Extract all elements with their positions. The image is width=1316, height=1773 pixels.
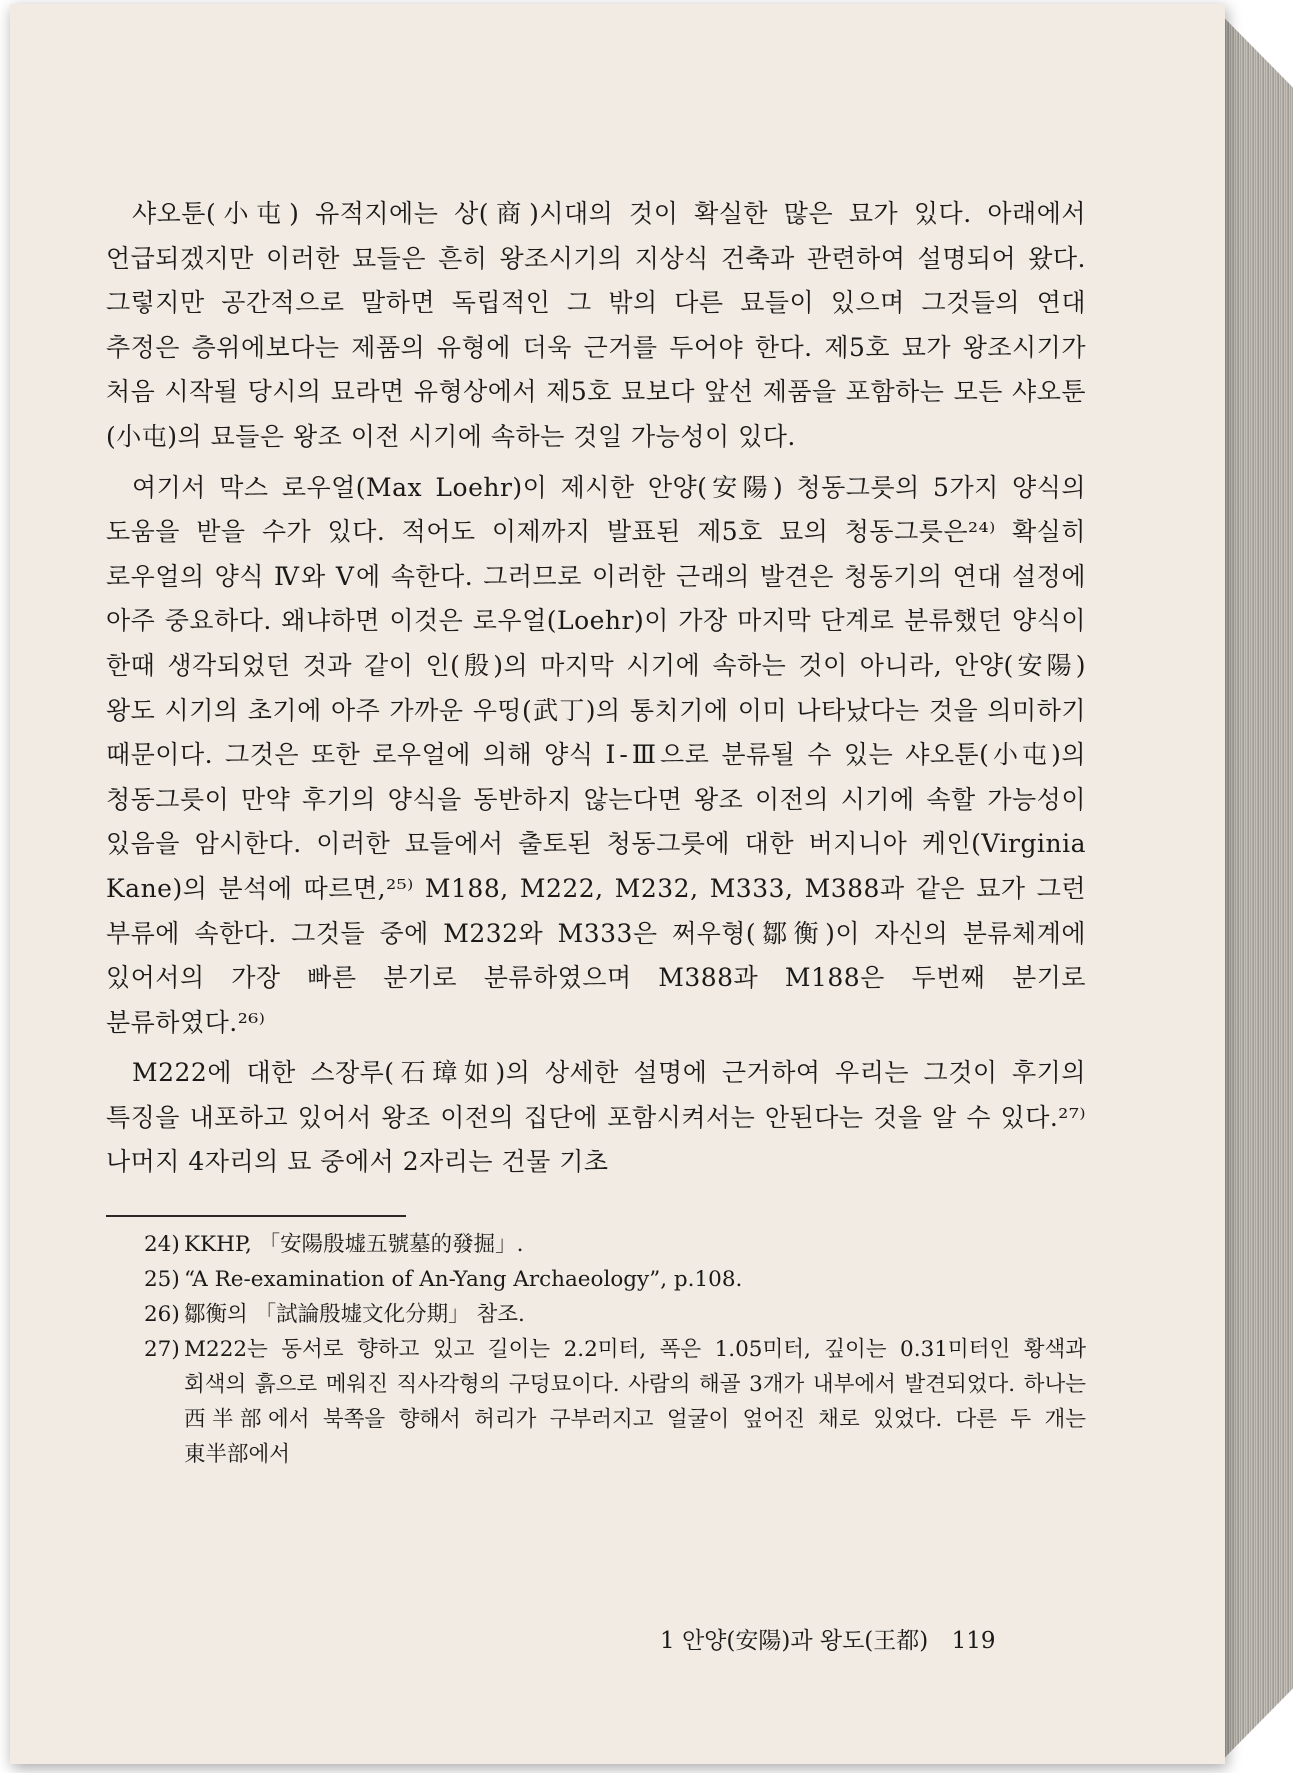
page-number: 119 [951, 1628, 996, 1654]
footnote-25 [106, 1262, 1086, 1297]
footnote-27 [106, 1332, 1086, 1472]
footnote-text: M222는 동서로 향하고 있고 길이는 2.2미터, 폭은 1.05미터, 깊이는 0.31미터인 황색과 회색의 흙으로 메워진 직사각형의 구덩묘이다. 사람의 해골 3개가 내부에서 발견되었다. 하나는 西半部에서 북쪽을 향해서 허리가 구부러지고 얼굴이 엎어진 채로 있었다. 다른 두 개는 東半部에서 [184, 1337, 1086, 1468]
footnote-24 [106, 1227, 1086, 1262]
footnotes [106, 1227, 1086, 1472]
footnote-number: 25) [144, 1267, 180, 1293]
footnote-number: 27) [144, 1337, 180, 1363]
book-page [10, 4, 1225, 1764]
footnote-text: 鄒衡의 「試論殷墟文化分期」 참조. [184, 1302, 525, 1328]
chapter-title: 1 안양(安陽)과 왕도(王都) [660, 1628, 929, 1654]
footnote-26 [106, 1297, 1086, 1332]
footnote-number: 26) [144, 1302, 180, 1328]
paragraph-3: M222에 대한 스장루(石璋如)의 상세한 설명에 근거하여 우리는 그것이 후기의 특징을 내포하고 있어서 왕조 이전의 집단에 포함시켜서는 안된다는 것을 알 수 있다.²⁷⁾ 나머지 4자리의 묘 중에서 2자리는 건물 기초 [106, 1058, 1086, 1177]
footnote-text: KKHP, 「安陽殷墟五號墓的發掘」. [184, 1232, 524, 1258]
paragraph-1: 샤오툰(小屯) 유적지에는 상(商)시대의 것이 확실한 많은 묘가 있다. 아래에서 언급되겠지만 이러한 묘들은 흔히 왕조시기의 지상식 건축과 관련하여 설명되어 왔다. 그렇지만 공간적으로 말하면 독립적인 그 밖의 다른 묘들이 있으며 그것들의 연대 추정은 층위에보다는 제품의 유형에 더욱 근거를 두어야 한다. 제5호 묘가 왕조시기가 처음 시작될 당시의 묘라면 유형상에서 제5호 묘보다 앞선 제품을 포함하는 모든 샤오툰(小屯)의 묘들은 왕조 이전 시기에 속하는 것일 가능성이 있다. [106, 199, 1086, 451]
main-text [106, 192, 1086, 1472]
footnote-divider [106, 1215, 406, 1217]
footnote-number: 24) [144, 1232, 180, 1258]
paragraph-2: 여기서 막스 로우얼(Max Loehr)이 제시한 안양(安陽) 청동그릇의 5가지 양식의 도움을 받을 수가 있다. 적어도 이제까지 발표된 제5호 묘의 청동그릇은²⁴⁾ 확실히 로우얼의 양식 Ⅳ와 Ⅴ에 속한다. 그러므로 이러한 근래의 발견은 청동기의 연대 설정에 아주 중요하다. 왜냐하면 이것은 로우얼(Loehr)이 가장 마지막 단계로 분류했던 양식이 한때 생각되었던 것과 같이 인(殷)의 마지막 시기에 속하는 것이 아니라, 안양(安陽) 왕도 시기의 초기에 아주 가까운 우띵(武丁)의 통치기에 이미 나타났다는 것을 의미하기 때문이다. 그것은 또한 로우얼에 의해 양식 Ⅰ-Ⅲ으로 분류될 수 있는 샤오툰(小屯)의 청동그릇이 만약 후기의 양식을 동반하지 않는다면 왕조 이전의 시기에 속할 가능성이 있음을 암시한다. 이러한 묘들에서 출토된 청동그릇에 대한 버지니아 케인(Virginia Kane)의 분석에 따르면,²⁵⁾ M188, M222, M232, M333, M388과 같은 묘가 그런 부류에 속한다. 그것들 중에 M232와 M333은 쩌우형(鄒衡)이 자신의 분류체계에 있어서의 가장 빠른 분기로 분류하였으며 M388과 M188은 두번째 분기로 분류하였다.²⁶⁾ [106, 472, 1086, 1037]
running-footer [660, 1622, 1011, 1655]
footnote-text: “A Re-examination of An-Yang Archaeology”, p.108. [184, 1267, 743, 1293]
